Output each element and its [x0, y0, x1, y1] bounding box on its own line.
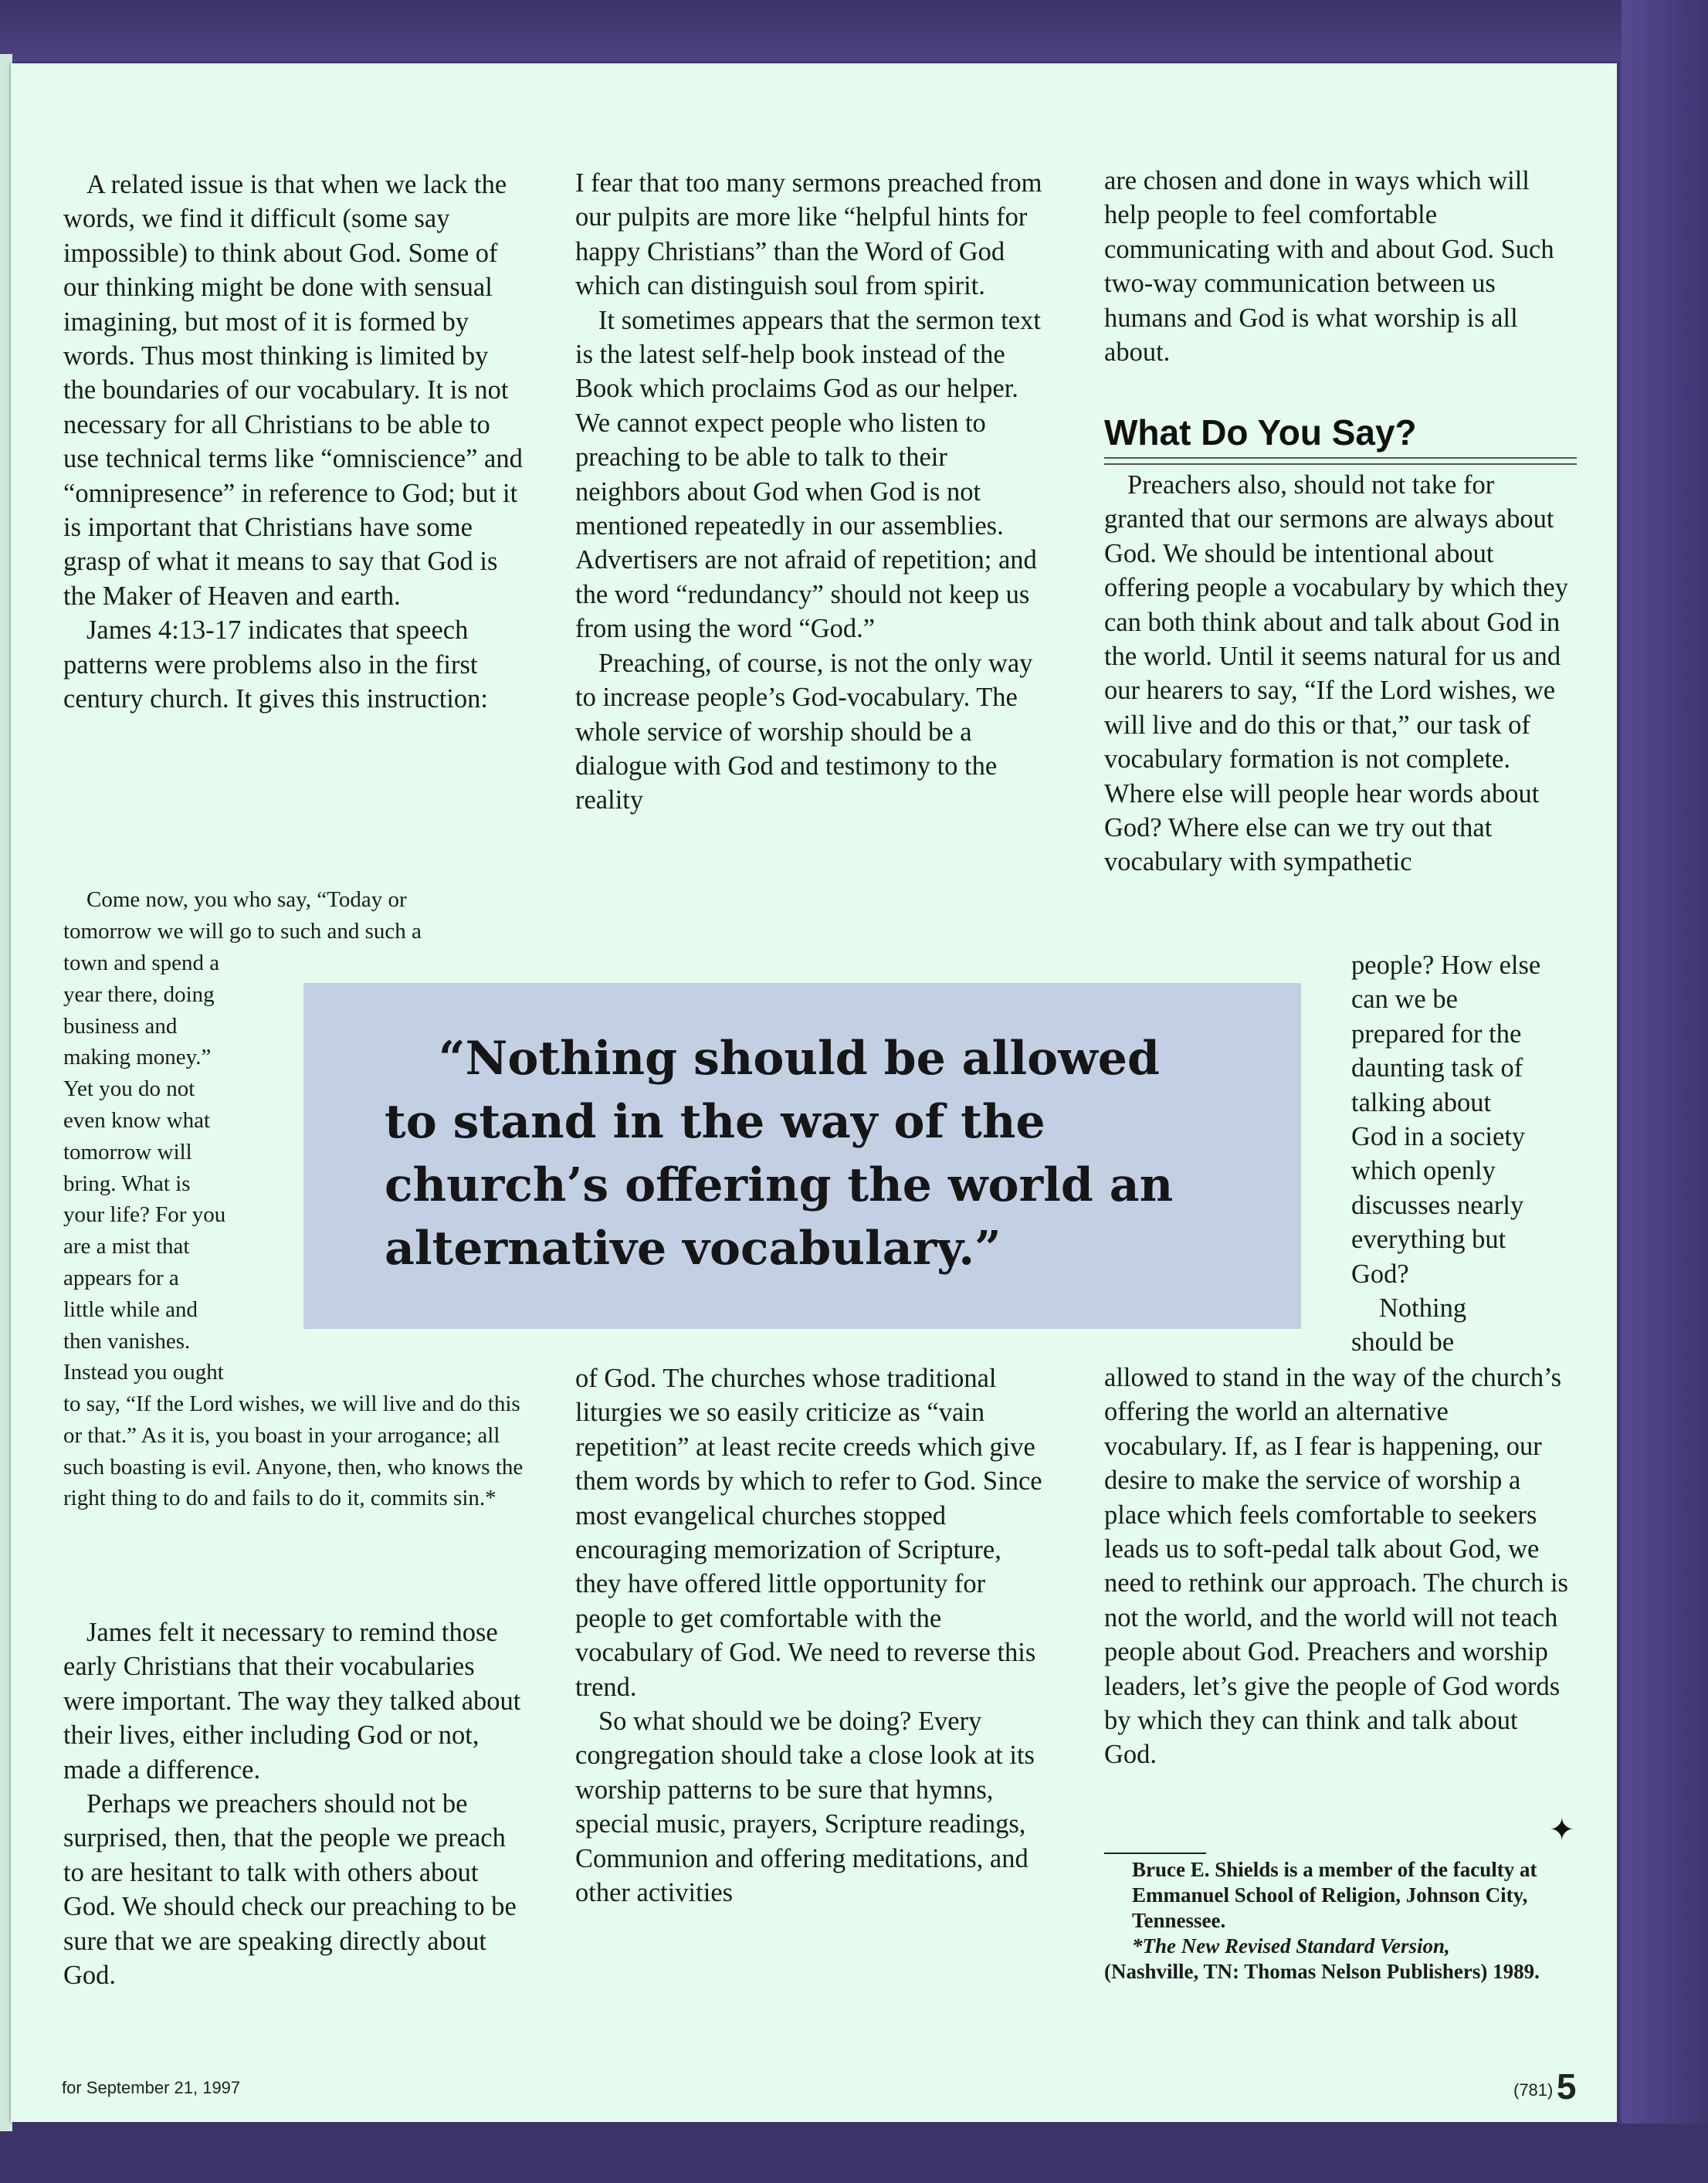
paragraph-line: talking about [1351, 1087, 1492, 1117]
column-1-top [63, 168, 527, 717]
scripture-line: Instead you ought [63, 1360, 224, 1385]
bio-rule [1104, 1852, 1206, 1854]
scripture-line: are a mist that [63, 1234, 190, 1259]
pullquote-line: church’s offering the world an [385, 1158, 1174, 1212]
scripture-line: business and [63, 1013, 178, 1039]
paragraph: Preachers also, should not take for granted that our sermons are always about God. We should be intentional about offering people a vocabulary by which they can both think about and talk about God in the world. Until it seems natural for us and our hearers to say, “If the Lord wishes, we will live and do this or that,” our task of vocabulary formation is not complete. Where else will people hear words about God? Where else can we try out that vocabulary with sympathetic [1104, 470, 1568, 877]
bio-text: Bruce E. Shields is a member of the faculty at Emmanuel School of Religion, Johnson City, Tennessee. [1132, 1858, 1537, 1932]
pullquote-line: to stand in the way of the [385, 1095, 1045, 1149]
footnote-rest: (Nashville, TN: Thomas Nelson Publishers) 1989. [1104, 1960, 1540, 1983]
end-mark-icon: ✦ [1549, 1812, 1575, 1848]
scripture-line: Yet you do not [63, 1076, 195, 1102]
scripture-line: making money.” [63, 1045, 212, 1070]
paragraph: Perhaps we preachers should not be surprised, then, that the people we preach to are hesitant to talk with others about God. We should check our preaching to be sure that we are speaking directly about God. [63, 1789, 517, 1991]
column-1-bottom [63, 1615, 527, 1992]
footnote [1104, 1934, 1598, 1959]
scripture-line: tomorrow will [63, 1139, 192, 1164]
paragraph-line: people? How else [1351, 951, 1541, 980]
scan-background-bottom [0, 2124, 1708, 2183]
paragraph: James 4:13-17 indicates that speech patterns were problems also in the first century church. It gives this instruction: [63, 615, 488, 714]
scripture-quote-end [63, 1388, 527, 1514]
page-code: (781) [1513, 2080, 1554, 2100]
scripture-line: little while and [63, 1297, 198, 1322]
paragraph-line: everything but [1351, 1225, 1506, 1255]
scan-background-right [1622, 0, 1708, 2183]
scripture-line: year there, doing [63, 981, 215, 1007]
paragraph-line: Nothing [1379, 1293, 1467, 1324]
paragraph-line: God? [1351, 1259, 1409, 1289]
paragraph: Preaching, of course, is not the only way to increase people’s God-vocabulary. The whole service of worship should be a dialogue with God and testimony to the reality [575, 648, 1033, 815]
scripture-line: to say, “If the Lord wishes, we will live and do this or that.” As it is, you boast in your arrogance; all such boasting is evil. Anyone, then, who knows the right thing to do and fails to do it, commits sin.* [63, 1391, 524, 1511]
scripture-quote-narrow [63, 947, 295, 1388]
paragraph: It sometimes appears that the sermon text is the latest self-help book instead of the Book which proclaims God as our helper. We cannot expect people who listen to preaching to be able to talk to their neighbors about God when God is not mentioned repeatedly in our assemblies. Advertisers are not afraid of repetition; and the word “redundancy” should not keep us from using the word “God.” [575, 305, 1041, 644]
column-3-bottom [1104, 1361, 1577, 1772]
paragraph-line: which openly [1351, 1156, 1496, 1186]
scan-background-top [0, 0, 1708, 62]
paragraph: So what should we be doing? Every congregation should take a close look at its worship patterns to be sure that hymns, special music, prayers, Scripture readings, Communion and offering meditations, and other activities [575, 1707, 1035, 1908]
paragraph-line: should be [1351, 1327, 1455, 1358]
paragraph: allowed to stand in the way of the church’s offering the world an alternative vocabulary. If, as I fear is happening, our desire to make the service of worship a place which feels comfortable to seekers leads us to soft-pedal talk about God, we need to rethink our approach. The church is not the world, and the world will not teach people about God. Preachers and worship leaders, let’s give the people of God words by which they can think and talk about God. [1104, 1363, 1568, 1770]
column-3-narrow [1351, 948, 1591, 1360]
paragraph: are chosen and done in ways which will help people to feel comfortable communicating with and about God. Such two-way communication between us humans and God is what worship is all about. [1104, 166, 1554, 368]
column-2-top [575, 166, 1046, 818]
author-bio [1104, 1857, 1598, 1985]
scripture-line: Come now, you who say, “Today or [86, 887, 407, 912]
column-3-top [1104, 164, 1577, 369]
paragraph: I fear that too many sermons preached from our pulpits are more like “helpful hints for happy Christians” than the Word of God which can distinguish soul from spirit. [575, 168, 1042, 301]
pullquote [385, 1027, 1273, 1280]
paragraph: of God. The churches whose traditional liturgies we so easily criticize as “vain repetition” at least recite creeds which give them words by which to refer to God. Since most evangelical churches stopped encouraging memorization of Scripture, they have offered little opportunity for people to get comfortable with the vocabulary of God. We need to reverse this trend. [575, 1364, 1042, 1702]
scripture-line: town and spend a [63, 951, 220, 975]
paragraph-line: discusses nearly [1351, 1190, 1524, 1220]
scripture-line: then vanishes. [63, 1328, 191, 1354]
scripture-line: bring. What is [63, 1171, 191, 1196]
column-3-middle [1104, 468, 1577, 880]
scripture-line: even know what [63, 1107, 211, 1133]
issue-date: for September 21, 1997 [62, 2078, 241, 2097]
paragraph-line: prepared for the [1351, 1019, 1522, 1049]
scripture-quote [63, 884, 527, 947]
paragraph-line: can we be [1351, 985, 1458, 1015]
column-2-bottom [575, 1361, 1046, 1910]
heading-rule [1104, 457, 1577, 465]
scripture-line: your life? For you [63, 1202, 226, 1228]
pullquote-line: “Nothing should be allowed [439, 1032, 1160, 1086]
scripture-line: appears for a [63, 1265, 179, 1290]
page-number-group [1513, 2066, 1576, 2107]
paragraph-line: daunting task of [1351, 1053, 1523, 1083]
paragraph: A related issue is that when we lack the words, we find it difficult (some say impossible) to think about God. Some of our thinking might be done with sensual imagining, but most of it is formed by words. Thus most thinking is limited by the boundaries of our vocabulary. It is not necessary for all Christians to be able to use technical terms like “omniscience” and “omnipresence” in reference to God; but it is important that Christians have some grasp of what it means to say that God is the Maker of Heaven and earth. [63, 170, 523, 611]
scripture-line: tomorrow we will go to such and such a [63, 918, 422, 944]
paragraph: James felt it necessary to remind those early Christians that their vocabularies were important. The way they talked about their lives, either including God or not, made a difference. [63, 1618, 521, 1785]
footnote-title: *The New Revised Standard Version, [1132, 1934, 1450, 1958]
pullquote-line: alternative vocabulary.” [385, 1222, 1001, 1276]
page-number: 5 [1556, 2066, 1577, 2107]
section-heading: What Do You Say? [1104, 412, 1417, 453]
paragraph-line: God in a society [1351, 1122, 1526, 1152]
